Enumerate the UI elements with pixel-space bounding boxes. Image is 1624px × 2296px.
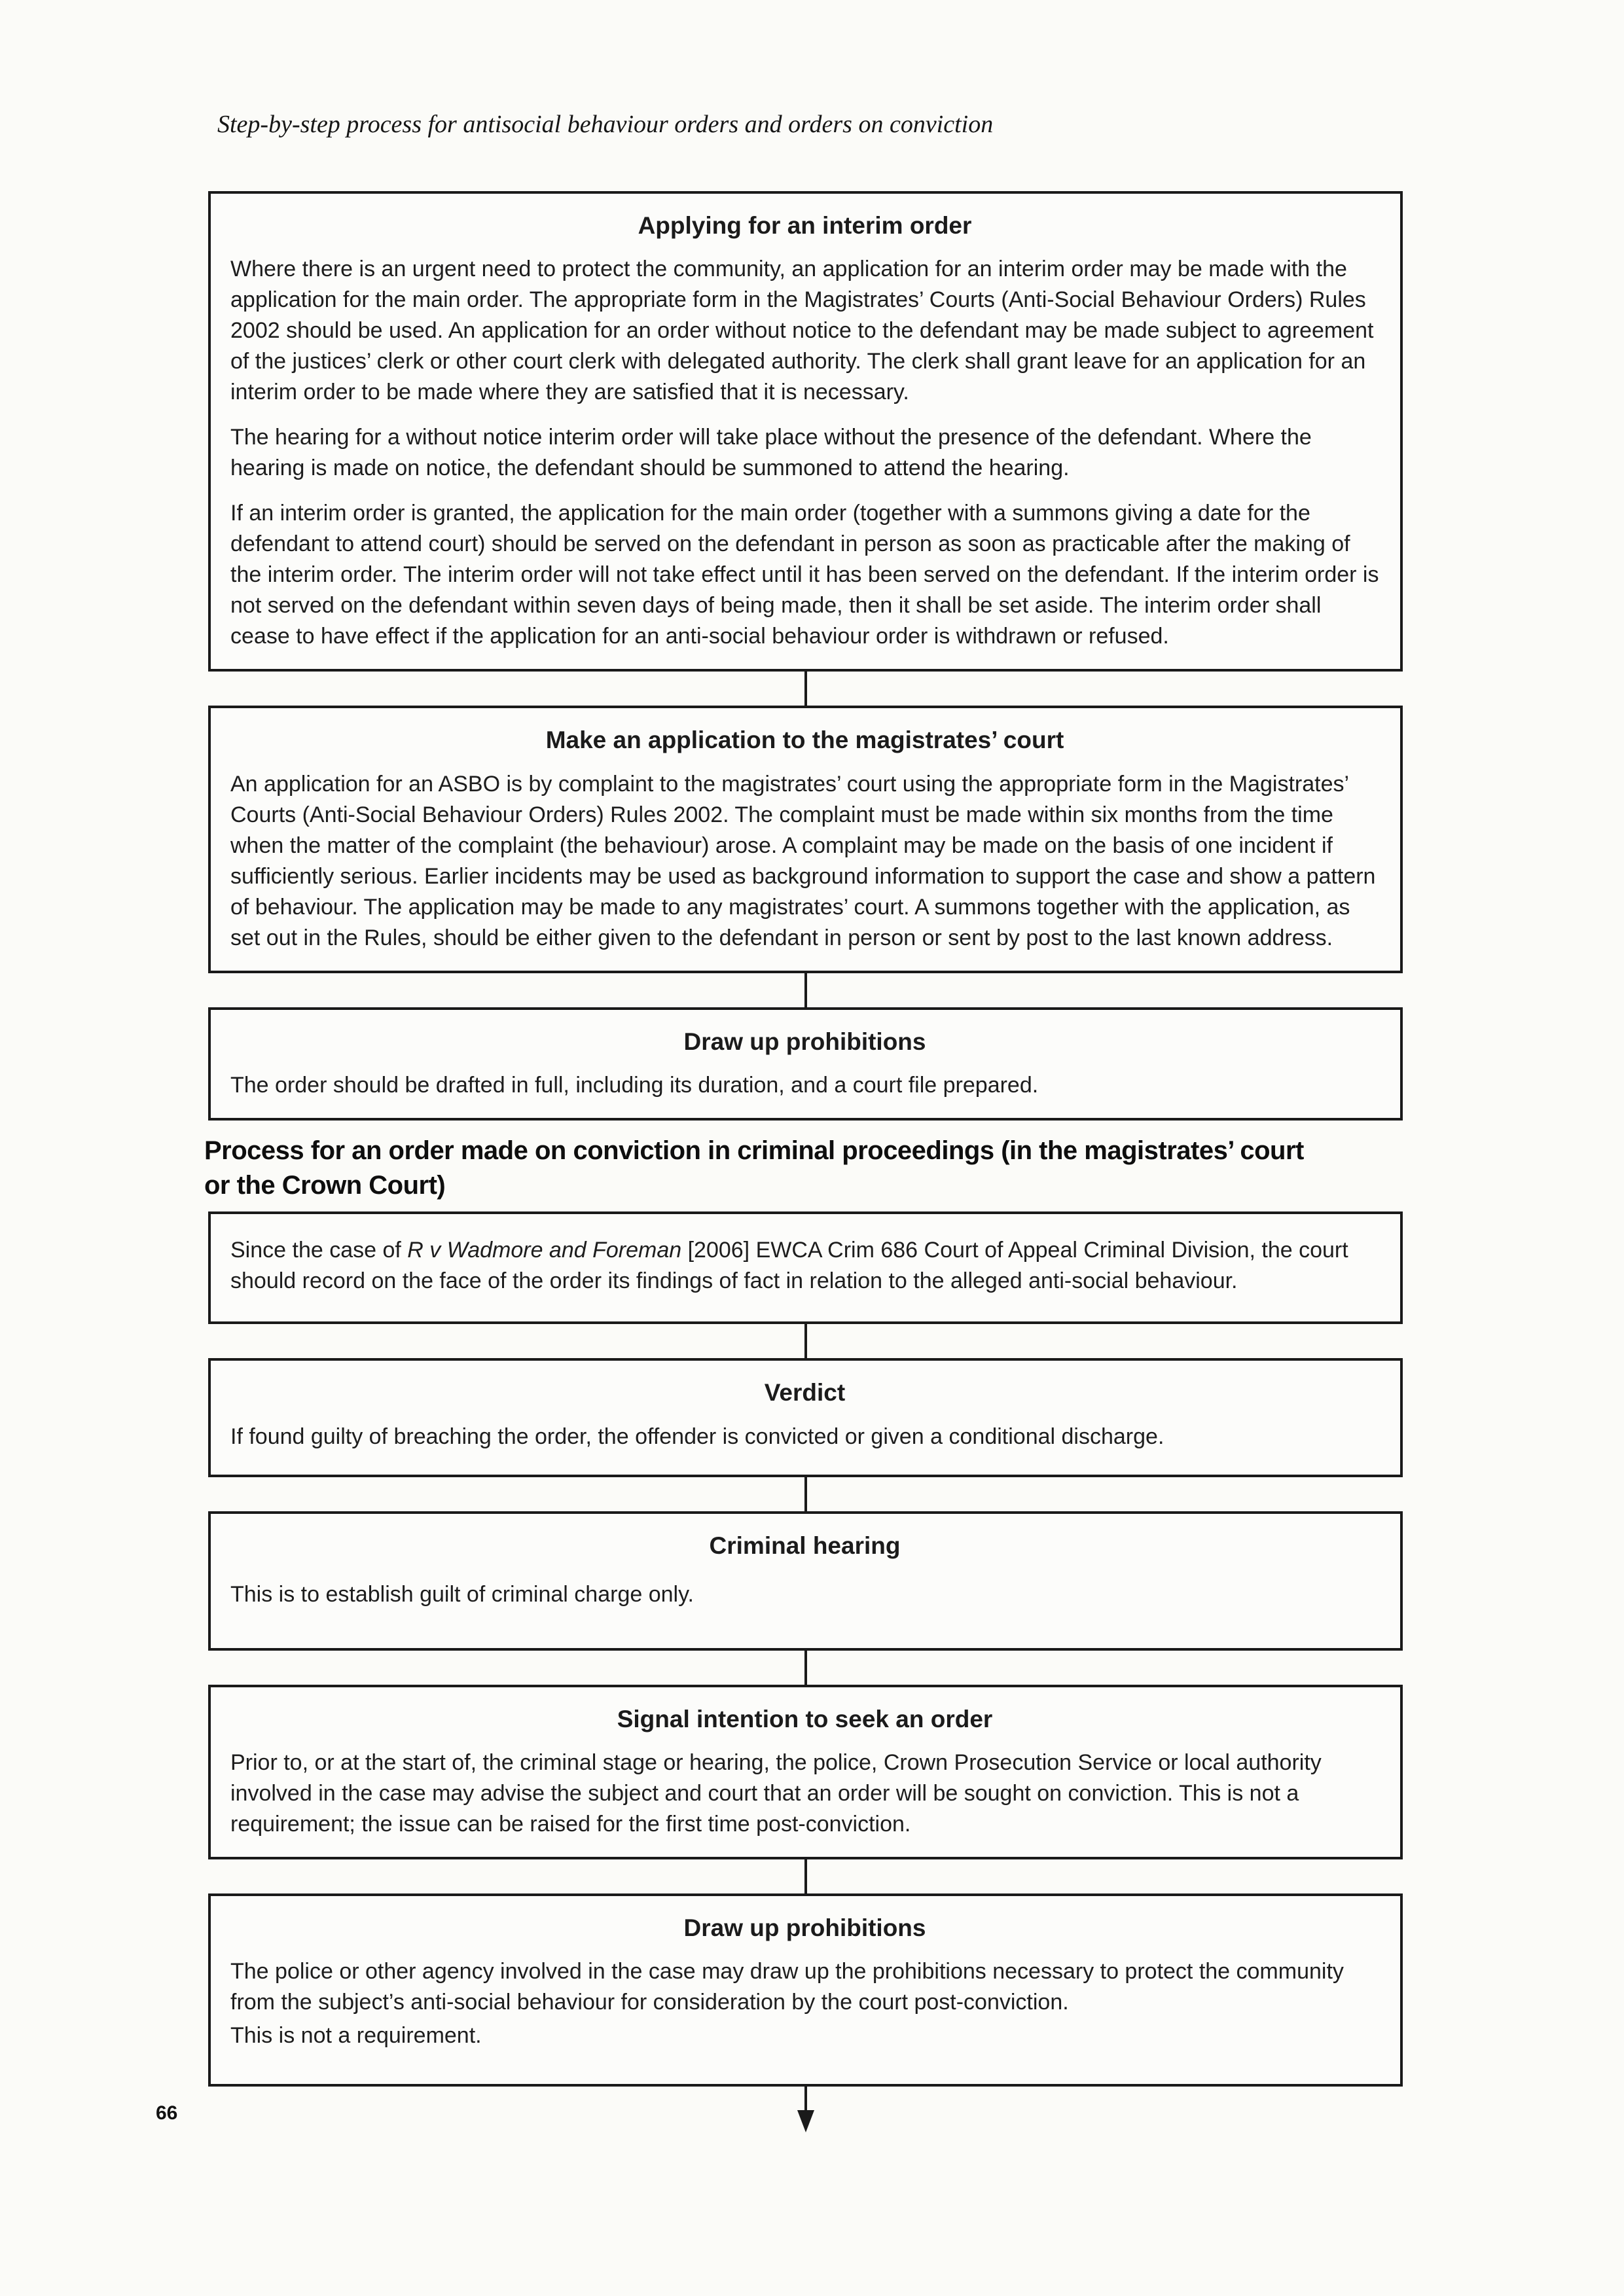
box-paragraph: An application for an ASBO is by complaint to the magistrates’ court using the appropriate form in the Magistrates’ Courts (Anti-Social Behaviour Orders) Rules 2002. The complaint must be made within six months from the time when the matter of the complaint (the behaviour) arose. A complaint may be made on the basis of one incident if sufficiently serious. Earlier incidents may be used as background information to support the case and show a pattern of behaviour. The application may be made to any magistrates’ court. A summons together with the application, as set out in the Rules, should be either given to the defendant in person or sent by post to the last known address. [230, 771, 1376, 950]
flow-connector [804, 1324, 807, 1358]
box-paragraph: This is to establish guilt of criminal charge only. [230, 1581, 695, 1607]
box-conviction-case-note [208, 1211, 1403, 1324]
box-draw-up-prohibitions-main [208, 1007, 1403, 1121]
running-header: Step-by-step process for antisocial behaviour orders and orders on conviction [217, 111, 994, 138]
box-paragraph [230, 1235, 1379, 1297]
box-title: Make an application to the magistrates’ court [545, 726, 1064, 754]
box-title: Applying for an interim order [638, 212, 972, 239]
box-title: Criminal hearing [709, 1532, 901, 1559]
flow-connector [804, 672, 807, 706]
box-title: Verdict [764, 1379, 846, 1407]
box-interim-order [208, 191, 1403, 672]
section-heading [204, 1134, 1403, 1203]
box-criminal-hearing [208, 1511, 1403, 1651]
case-name-italic: R v Wadmore and Foreman [407, 1238, 682, 1263]
box-paragraph: The order should be drafted in full, including its duration, and a court file prepared. [230, 1072, 1039, 1098]
flow-connector [804, 1651, 807, 1685]
box-title: Draw up prohibitions [683, 1028, 926, 1055]
flow-connector [804, 1477, 807, 1511]
box-draw-up-prohibitions-conviction [208, 1893, 1403, 2087]
box-title: Signal intention to seek an order [617, 1705, 993, 1732]
case-note-prefix: Since the case of [230, 1238, 408, 1263]
box-paragraph: Prior to, or at the start of, the criminal stage or hearing, the police, Crown Prosecution Service or local authority involved in the case may advise the subject and court that an order will be sought on conviction. This is not a requirement; the issue can be raised for the first time post-conviction. [230, 1750, 1322, 1837]
box-paragraph: If an interim order is granted, the application for the main order (together with a summons giving a date for the defendant to attend court) should be served on the defendant in person as soon as practicable after the making of the interim order. The interim order will not take effect until it has been served on the defendant. If the interim order is not served on the defendant within seven days of being made, then it shall be set aside. The interim order shall cease to have effect if the application for an anti-social behaviour order is withdrawn or refused. [230, 501, 1379, 649]
box-paragraph: This is not a requirement. [230, 2023, 482, 2049]
box-make-application [208, 706, 1403, 973]
section-heading-line2: or the Crown Court) [204, 1170, 446, 1200]
page-number: 66 [156, 2102, 178, 2124]
box-paragraph: The hearing for a without notice interim order will take place without the presence of the defendant. Where the hearing is made on notice, the defendant should be summoned to attend the hearing. [230, 425, 1312, 481]
box-verdict [208, 1358, 1403, 1477]
process-flowchart [204, 191, 1403, 2110]
flow-connector [804, 973, 807, 1007]
box-paragraph: The police or other agency involved in the case may draw up the prohibitions necessary to protect the community from the subject’s anti-social behaviour for consideration by the court post-conviction. [230, 1959, 1344, 2015]
box-paragraph: Where there is an urgent need to protect the community, an application for an interim order may be made with the application for the main order. The appropriate form in the Magistrates’ Courts (Anti-Social Behaviour Orders) Rules 2002 should be used. An application for an order without notice to the defendant may be made subject to agreement of the justices’ clerk or other court clerk with delegated authority. The clerk shall grant leave for an application for an interim order to be made where they are satisfied that it is necessary. [230, 257, 1374, 405]
section-heading-line1: Process for an order made on conviction in criminal proceedings (in the magistrates’ court [204, 1136, 1304, 1165]
box-paragraph: If found guilty of breaching the order, the offender is convicted or given a conditional discharge. [230, 1424, 1164, 1449]
arrow-down-icon [804, 2087, 807, 2110]
box-title: Draw up prohibitions [683, 1914, 926, 1942]
flow-connector [804, 1859, 807, 1893]
case-note-suffix: [2006] EWCA Crim 686 Court of Appeal Criminal Division, the court should record on the face of the order its findings of fact in relation to the alleged anti-social behaviour. [230, 1238, 1348, 1294]
box-signal-intention [208, 1685, 1403, 1859]
